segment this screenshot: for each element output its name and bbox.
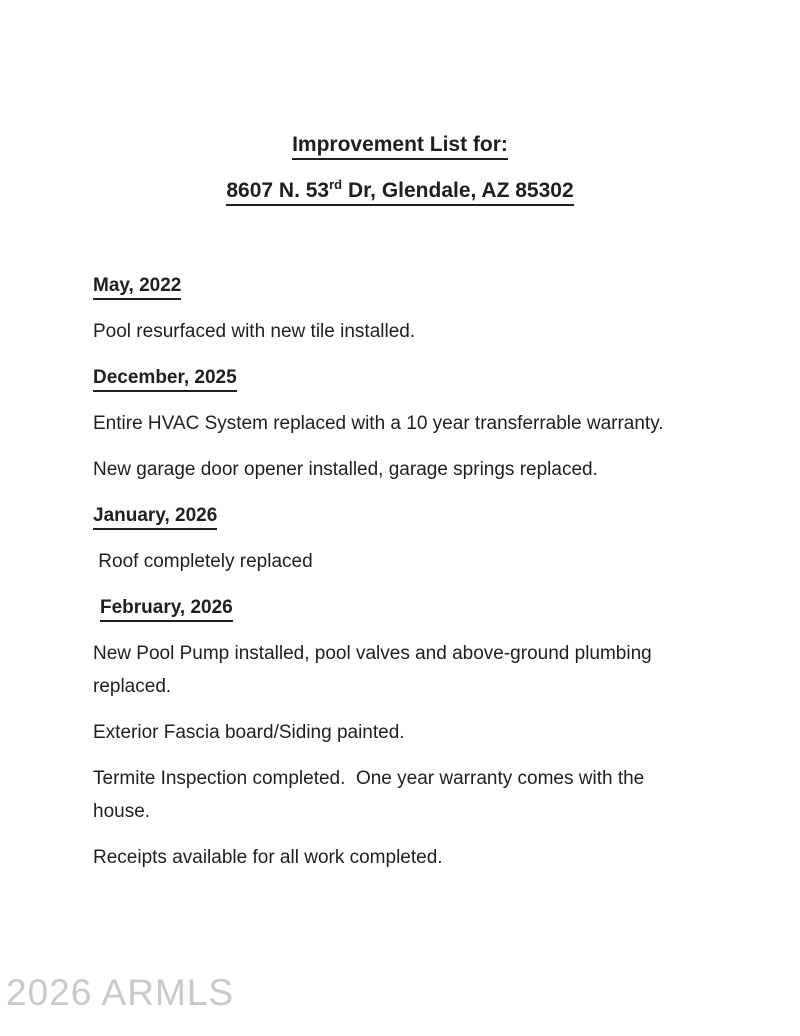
improvement-item: New Pool Pump installed, pool valves and above-ground plumbing replaced. [93,643,658,697]
section-february-2026 [93,591,693,874]
improvement-item: Pool resurfaced with new tile installed. [93,321,416,342]
improvement-item: New garage door opener installed, garage springs replaced. [93,459,598,480]
section-heading [93,269,693,302]
section-heading-text: May, 2022 [93,275,181,300]
section-heading [93,591,693,624]
section-heading-text: December, 2025 [93,367,237,392]
improvement-item: Receipts available for all work completed. [93,847,443,868]
document-title-text: Improvement List for: [292,133,508,160]
section-january-2026 [93,499,693,578]
improvement-item: Entire HVAC System replaced with a 10 year transferrable warranty. [93,413,664,434]
address-street-prefix: 8607 N. 53 [226,179,330,202]
document-header [0,0,800,207]
section-heading [93,499,693,532]
property-address [0,174,800,207]
section-may-2022 [93,269,693,348]
improvement-item: Termite Inspection completed. One year warranty comes with the house. [93,768,650,822]
section-heading [93,361,693,394]
address-street-suffix: Dr, Glendale, AZ 85302 [342,179,574,202]
improvement-item: Roof completely replaced [93,551,313,572]
improvement-item: Exterior Fascia board/Siding painted. [93,722,405,743]
property-address-text [226,179,573,206]
document-title [0,128,800,161]
armls-watermark: 2026 ARMLS [6,972,235,1013]
improvement-list [93,269,693,874]
address-ordinal-superscript: rd [329,177,343,192]
section-heading-text: February, 2026 [100,597,233,622]
section-december-2025 [93,361,693,486]
section-heading-text: January, 2026 [93,505,217,530]
